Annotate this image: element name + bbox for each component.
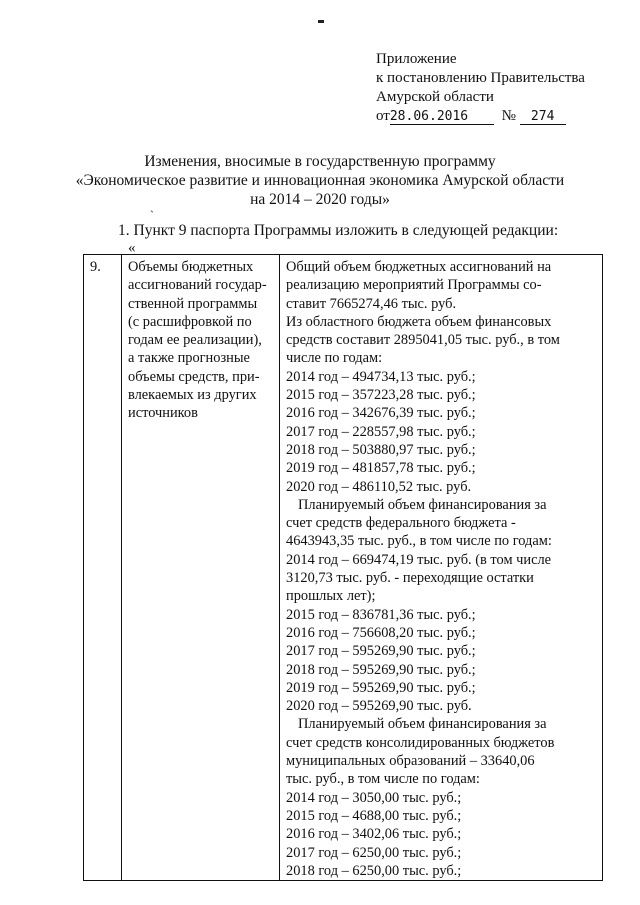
date-field (390, 109, 494, 125)
appendix-resolution: к постановлению Правительства (376, 70, 585, 86)
content-line: 2017 год – 595269,90 тыс. руб.; (286, 643, 476, 660)
table-row (84, 255, 603, 881)
content-line: 3120,73 тыс. руб. - переходящие остатки (286, 570, 534, 587)
name-line: а также прогнозные (128, 350, 250, 367)
date-value: 28.06.2016 (389, 109, 469, 124)
content-line: 2016 год – 3402,06 тыс. руб.; (286, 826, 462, 843)
content-line: 2017 год – 228557,98 тыс. руб.; (286, 423, 476, 440)
name-line: влекаемых из других (128, 387, 257, 404)
content-line: муниципальных образований – 33640,06 (286, 753, 535, 770)
content-line: счет средств федерального бюджета - (286, 515, 516, 532)
row-number: 9. (90, 259, 101, 275)
content-line: 2015 год – 836781,36 тыс. руб.; (286, 606, 476, 623)
document-title (75, 152, 565, 209)
appendix-title: Приложение (376, 51, 457, 67)
content-line: тыс. руб., в том числе по годам: (286, 771, 480, 788)
content-line: 2019 год – 481857,78 тыс. руб.; (286, 460, 476, 477)
content-line: 4643943,35 тыс. руб., в том числе по годам: (286, 533, 552, 550)
name-line: объемы средств, при- (128, 368, 260, 385)
title-line-1: Изменения, вносимые в государственную программу (144, 153, 496, 170)
passport-table (83, 254, 603, 881)
content-line: 2018 год – 6250,00 тыс. руб.; (286, 862, 462, 879)
date-prefix: от (376, 108, 390, 124)
content-line: 2014 год – 669474,19 тыс. руб. (в том числе (286, 551, 552, 568)
content-line: средств составит 2895041,05 тыс. руб., в том (286, 332, 560, 349)
open-quote: « (128, 240, 136, 256)
name-line: годам ее реализации), (128, 332, 262, 349)
appendix-region: Амурской области (376, 89, 494, 105)
margin-mark: ` (150, 208, 154, 222)
content-line: 2017 год – 6250,00 тыс. руб.; (286, 844, 462, 861)
content-line: числе по годам: (286, 350, 383, 367)
content-line: 2018 год – 595269,90 тыс. руб.; (286, 661, 476, 678)
content-line: 2020 год – 486110,52 тыс. руб. (286, 478, 472, 495)
content-line: счет средств консолидированных бюджетов (286, 734, 555, 751)
row-content-cell (280, 255, 603, 881)
item-1-text: 1. Пункт 9 паспорта Программы изложить в следующей редакции: (118, 222, 559, 239)
row-content (286, 258, 597, 880)
content-line: Из областного бюджета объем финансовых (286, 313, 552, 330)
content-line: Планируемый объем финансирования за (298, 716, 547, 733)
title-line-2: «Экономическое развитие и инновационная экономика Амурской области (75, 172, 565, 189)
content-line: 2019 год – 595269,90 тыс. руб.; (286, 679, 476, 696)
content-line: 2018 год – 503880,97 тыс. руб.; (286, 441, 476, 458)
content-line: 2015 год – 4688,00 тыс. руб.; (286, 807, 462, 824)
row-name-cell (122, 255, 280, 881)
title-line-3: на 2014 – 2020 годы» (250, 191, 390, 208)
content-line: реализацию мероприятий Программы со- (286, 277, 542, 294)
content-line: ставит 7665274,46 тыс. руб. (286, 295, 457, 312)
name-line: источников (128, 405, 198, 422)
content-line: 2014 год – 494734,13 тыс. руб.; (286, 368, 476, 385)
content-line: 2016 год – 342676,39 тыс. руб.; (286, 405, 476, 422)
content-line: прошлых лет); (286, 588, 376, 605)
appendix-date-number (376, 107, 585, 126)
name-line: ассигнований государ- (128, 277, 267, 294)
row-number-cell (84, 255, 122, 881)
content-line: 2020 год – 595269,90 тыс. руб. (286, 698, 472, 715)
name-line: ственной программы (128, 295, 258, 312)
content-line: Общий объем бюджетных ассигнований на (286, 259, 552, 275)
row-name (128, 258, 274, 423)
content-line: Планируемый объем финансирования за (298, 496, 547, 513)
content-line: 2015 год – 357223,28 тыс. руб.; (286, 387, 476, 404)
number-field (520, 109, 566, 125)
content-line: 2016 год – 756608,20 тыс. руб.; (286, 624, 476, 641)
name-line: (с расшифровкой по (128, 313, 252, 330)
scan-speck (318, 20, 324, 23)
number-value: 274 (530, 109, 555, 124)
content-line: 2014 год – 3050,00 тыс. руб.; (286, 789, 462, 806)
appendix-header (376, 50, 585, 126)
name-line: Объемы бюджетных (128, 259, 254, 275)
number-prefix: № (501, 108, 516, 124)
